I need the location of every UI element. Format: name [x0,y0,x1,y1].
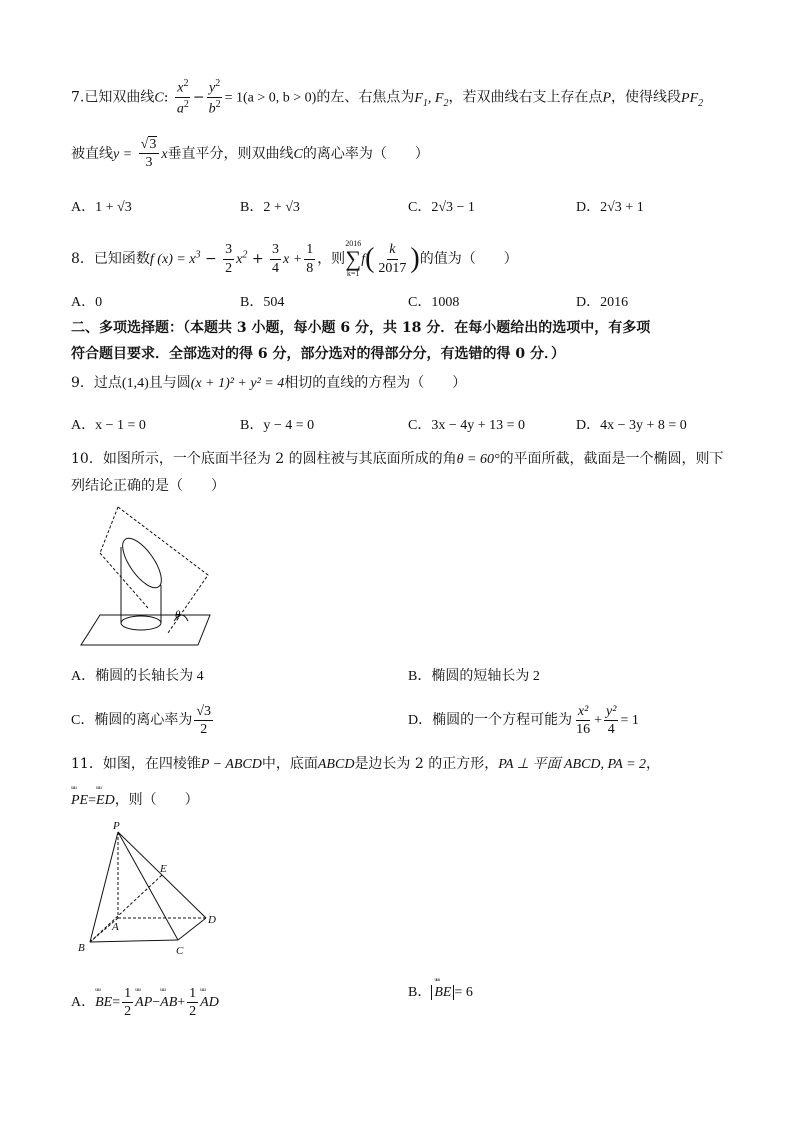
q7-point-p: P [602,90,612,106]
q7-c2: C [293,146,303,162]
q11-opta-half1-n: 1 [122,986,133,1003]
q7-f1: F [414,90,423,106]
q10-option-a[interactable]: A．椭圆的长轴长为 4 [71,669,204,684]
q8-option-d[interactable]: D．2016 [576,295,629,310]
q8-lparen: ( [365,243,375,274]
q8-suffix: 的值为（ ） [419,251,518,267]
q10-optd-plus: + [594,713,603,729]
q10-cylinder-base [121,616,161,630]
q10-line1b: 的平面所截，截面是一个椭圆，则下 [499,451,724,467]
q11-opta-ab [160,986,178,1011]
q8-sum-top: 2016 [345,239,362,248]
q11-line1c: 是边长为 2 的正方形， [354,756,499,772]
q11-opta-ad-text: AD [200,995,219,1011]
q11-optb-prefix: B． [408,985,432,1000]
q11-art-ab: ᵘᵘᵘ [160,986,166,996]
q8-minus: − [200,251,222,267]
q9-mid: 且与圆 [148,375,191,391]
q10-optd-eq: = 1 [620,713,639,729]
q11-edge-be [90,875,162,942]
q10-fig-theta: θ [175,609,181,621]
q8-option-a[interactable]: A．0 [71,295,103,310]
q11-opta-half2-n: 1 [187,986,198,1003]
q10-optc-prefix: C．椭圆的离心率为 [71,713,193,729]
q7-text1: 的左、右焦点为 [316,89,415,106]
q11-opta-prefix: A． [71,995,96,1011]
q7-text3: ，使得线段 [611,89,682,106]
q10-optd-4: 4 [607,722,615,738]
q11-art-optb-be: ᵘᵘᵘ [434,976,440,985]
q11-optb-abs [431,976,454,1000]
q10-optc-den: 2 [200,722,208,738]
q10-optc-num: √3 [194,704,213,721]
q7-slope-frac: $\frac{√3}{3}$ [139,137,160,171]
q11-edge-bc [90,940,178,942]
q7-line2 [71,137,429,171]
sigma-icon: ∑ [345,246,362,271]
q7-den3: 3 [145,155,153,171]
q10-option-b[interactable]: B．椭圆的短轴长为 2 [408,669,540,684]
q11-line2 [71,784,199,808]
q11-opta-ad [200,986,219,1011]
q11-opta-be-text: BE [95,995,113,1011]
q8-frac2-num: 3 [270,242,281,259]
q9-option-b[interactable]: B．y − 4 = 0 [240,418,315,433]
q8-x2: $x^2$ [236,249,248,267]
q11-label-a: A [112,921,119,933]
q8-rparen: ) [410,243,420,274]
q7-f2: F [434,90,444,106]
q8-option-b[interactable]: B．504 [240,295,285,310]
q11-comma: ， [646,756,661,772]
q10-optd-prefix: D．椭圆的一个方程可能为 [408,713,573,729]
q11-art-ed: ᵘᵘᵘ [96,784,101,793]
q8-frac2 [270,242,281,276]
q11-art-ap: ᵘᵘᵘ [135,986,141,996]
q8-frac1-num: 3 [223,242,234,259]
q10-cylinder-figure [78,505,218,650]
q11-opta-ap-text: AP [135,995,153,1011]
q9-option-d[interactable]: D．4x − 3y + 8 = 0 [576,418,687,433]
q7-pf: PF [681,90,699,106]
section2-line1: 二、多项选择题：（本题共 3 小题，每小题 6 分，共 18 分．在每小题给出的选项中，有多项 [71,320,651,336]
q11-option-b[interactable] [408,976,473,1000]
q10-optc-frac [194,704,213,738]
q11-optb-eq: = 6 [454,985,473,1000]
q7-y: y [209,80,216,96]
q7-colon: : [163,89,169,106]
q7-line2-prefix: 被直线 [71,145,113,162]
q8-frac3 [304,242,315,276]
q8-prefix: 8．已知函数 [71,251,150,267]
q7-option-d[interactable]: D．2√3 + 1 [576,200,644,215]
q11-opta-ap [135,986,153,1011]
q7-xvar: x [161,146,168,162]
q11-ed: ED [96,793,115,808]
q10-cutting-plane [118,507,208,633]
q11-line1a: 11．如图，在四棱锥 [71,756,201,772]
q8-then: ，则 [317,251,346,267]
q11-label-b: B [78,942,85,954]
q7-option-b[interactable]: B．2 + √3 [240,200,300,215]
q11-opta-be [95,986,113,1011]
q7-sqrt3: 3 [149,137,157,152]
q7-segment: $PF_2$ [681,90,704,109]
q9-option-c[interactable]: C．3x − 4y + 13 = 0 [408,418,526,433]
q8-2017: 2017 [378,260,407,276]
q8-x2-text: x [236,252,243,267]
q11-art-ad: ᵘᵘᵘ [200,986,206,996]
q11-edge-pd [118,832,206,918]
q11-opta-half2-d: 2 [189,1004,197,1020]
q8-option-c[interactable]: C．1008 [408,295,460,310]
q8-frac3-num: 1 [304,242,315,259]
q11-opta-plus: + [177,995,186,1011]
q11-line1 [71,757,660,772]
q11-art-be: ᵘᵘᵘ [95,986,100,996]
q7-frac-y: $\frac{y^2}{b^2}$ [208,78,221,117]
q8-line [71,240,518,278]
q11-option-a[interactable] [71,986,219,1020]
q9-suffix: 相切的直线的方程为（ ） [284,375,467,391]
q8-x: x + [283,252,303,267]
q11-then: ，则（ ） [114,792,199,808]
q11-edge-pc [118,832,178,940]
q11-label-e: E [160,863,167,875]
q7-line2-end: 的离心率为（ ） [302,145,429,162]
q8-frac2-den: 4 [272,260,280,276]
q8-frac3-den: 8 [306,260,314,276]
q7-eq-tail: = 1(a > 0, b > 0) [224,90,317,106]
q11-cond: PA ⊥ 平面 ABCD, PA = 2 [498,757,647,772]
q7-foci: $F_1$, $F_2$ [414,90,449,109]
q11-pyramid: P − ABCD [200,757,262,772]
q11-opta-ab-text: AB [160,995,178,1011]
q10-optd-frac1 [574,704,592,738]
q11-pyramid-figure [76,818,226,960]
q11-art-pe: ᵘᵘᵘ [71,784,76,793]
q11-vec-ed [96,784,115,808]
q11-label-p: P [113,820,120,832]
q11-abcd: ABCD [317,757,355,772]
q11-opta-half2 [187,986,198,1020]
q10-cutting-plane-edge [100,507,118,553]
q10-line1a: 10．如图所示，一个底面半径为 2 的圆柱被与其底面所成的角 [71,451,457,467]
q10-optd-y: y² [604,704,618,721]
q9-line [71,376,466,391]
q11-pe: PE [71,793,89,808]
q10-optd-16: 16 [576,722,591,738]
q7-curve: C [154,90,164,106]
q8-sum-bot: k=1 [346,269,360,278]
q7-line1: 7.已知双曲线C: $\frac{x^2}{a^2}$ − $\frac{y^2}{b^2}$ = 1(a > 0, b > 0)的左、右焦点为$F_1$, $F_2$，若双曲线右支上存在点P，使得线段$PF_2$ [71,78,704,117]
q10-line1 [71,452,724,467]
q7-option-c[interactable]: C．2√3 − 1 [408,200,475,215]
q8-frac1 [223,242,234,276]
q8-kfrac [376,242,408,276]
q10-option-d[interactable] [408,704,639,738]
q11-optb-be [434,976,452,1000]
q11-opta-half1-d: 2 [124,1004,132,1020]
q8-frac1-den: 2 [225,260,233,276]
q11-opta-half1 [122,986,133,1020]
q11-vec-pe [71,784,89,808]
q8-sum [345,240,361,278]
q7-x: x [177,80,184,96]
q8-fx: f $(x) = x^3$ [149,249,201,267]
q11-label-c: C [176,945,184,957]
q7-line2-suffix: 垂直平分，则双曲线 [167,145,294,162]
q9-circle: (x + 1)² + y² = 4 [190,376,285,391]
q8-fx-text: f (x) = x [149,252,196,267]
q10-section-ellipse [116,532,169,593]
q7-prefix: 7.已知双曲线 [71,89,155,106]
q11-opta-minus: − [152,995,161,1011]
q11-label-d: D [208,914,216,926]
q7-b: b [208,101,216,117]
q7-a: a [176,101,184,117]
q10-optd-x: x² [576,704,590,721]
q9-option-a[interactable]: A．x − 1 = 0 [71,418,146,433]
q11-line1b: 中，底面 [261,756,318,772]
q10-line2: 列结论正确的是（ ） [71,478,225,494]
q8-k: k [387,242,397,259]
q7-frac-x: $\frac{x^2}{a^2}$ [176,78,189,117]
q11-opta-eq: = [112,995,121,1011]
q10-option-c[interactable] [71,704,215,738]
q10-optd-frac2 [604,704,618,738]
q10-theta: θ = 60° [456,452,500,467]
q11-edge-cd [178,918,206,940]
q7-text2: ，若双曲线右支上存在点 [448,89,603,106]
q8-plus: + [247,251,269,267]
q7-yeq: y = [113,146,133,162]
q11-eq: = [88,793,97,808]
q9-point: (1,4) [121,376,149,391]
q8-f: f [361,252,366,267]
q11-optb-be-text: BE [434,985,452,1000]
q7-option-a[interactable]: A．1 + √3 [71,200,132,215]
q9-prefix: 9．过点 [71,375,122,391]
section2-line2: 符合题目要求．全部选对的得 6 分，部分选对的得部分分，有选错的得 0 分．） [71,346,565,362]
